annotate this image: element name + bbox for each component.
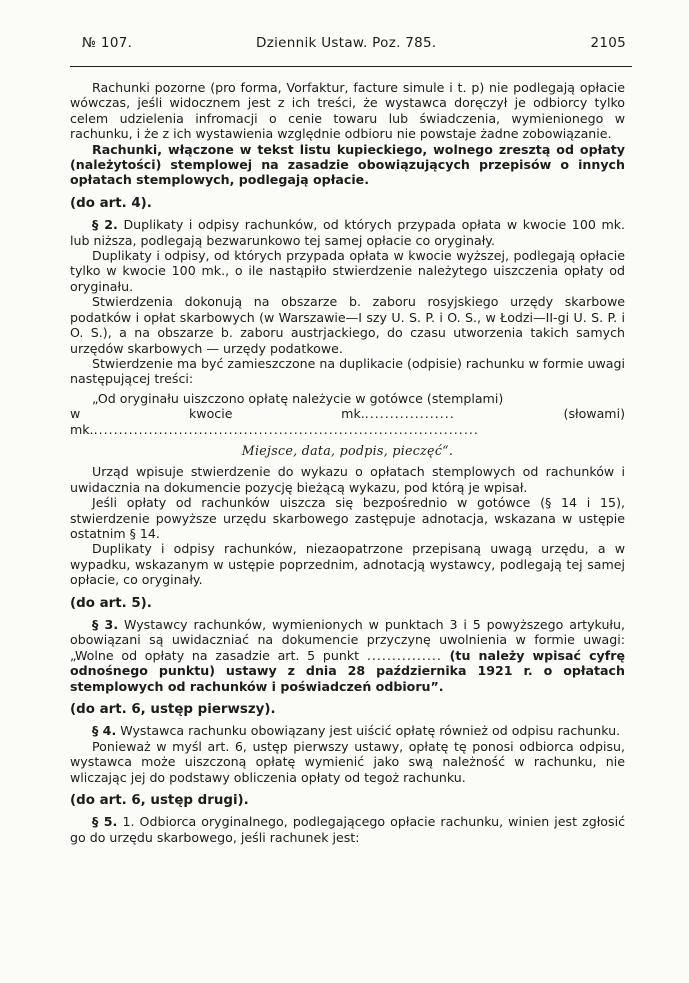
- paragraph-pro-forma: Rachunki pozorne (pro forma, Vorfaktur, facture simule i t. p) nie podlegają opłacie wówczas, jeśli widocznem jest z ich treści, że wystawca doręczył je odbiorcy tylko celem udzielenia infromacji o cenie towaru lub świadczenia, wymienionego w rachunku, i że z ich wystawienia względnie odbioru nie powstaje żadne zobowiązanie.: [70, 80, 625, 142]
- section-heading-art4: (do art. 4).: [70, 195, 152, 211]
- journal-title: Dziennik Ustaw. Poz. 785.: [256, 35, 437, 51]
- section-heading-art6-1: (do art. 6, ustęp pierwszy).: [70, 702, 276, 718]
- certification-quote-line-2: [70, 406, 625, 437]
- paragraph-unmarked-duplicates: Duplikaty i odpisy rachunków, niezaopatrzone przepisaną uwagą urzędu, a w wypadku, wskazanym w ustępie poprzednim, adnotacją wystawcy, podlegają tej samej opłacie, co oryginały.: [70, 541, 625, 588]
- paragraph-certification-form: Stwierdzenie ma być zamieszczone na duplikacie (odpisie) rachunku w formie uwagi następującej treści:: [70, 355, 625, 387]
- section-5-label: § 5.: [92, 814, 118, 830]
- paragraph-office-register: Urząd wpisuje stwierdzenie do wykazu o opłatach stemplowych od rachunków i uwidacznia na dokumencie pozycję bieżącą wykazu, pod którą je wpisał.: [70, 464, 625, 495]
- paragraph-copy-fee: Ponieważ w myśl art. 6, ustęp pierwszy ustawy, opłatę tę ponosi odbiorca odpisu, wystawca może uiszczoną opłatę wymienić jako swą należność w rachunku, nie wliczając jej do podstawy obliczenia opłaty od tegoż rachunku.: [70, 738, 625, 785]
- section-3-label: § 3.: [92, 617, 119, 632]
- paragraph-merchant-letter: Rachunki, włączone w tekst listu kupieckiego, wolnego zresztą od opłaty (należytości) stemplowej na zasadzie obowiązujących przepisów o innych opłatach stemplowych, podlegają opłacie.: [70, 141, 625, 188]
- point-blank: ...............: [366, 647, 442, 663]
- page-header: [70, 36, 625, 56]
- section-2-label: § 2.: [92, 217, 118, 233]
- section-heading-art5: (do art. 5).: [70, 595, 152, 611]
- paragraph-section-2: [70, 217, 625, 248]
- section-3-text: Wystawcy rachunków, wymienionych w punktach 3 i 5 powyższego artykułu, obowiązani są uwidaczniać na dokumencie przyczynę uwolnienia w formie uwagi: „Wolne od opłaty na zasadzie art. 5 punkt: [70, 617, 625, 663]
- signature-line: Miejsce, data, podpis, pieczęć“.: [241, 442, 454, 458]
- certification-quote-line-1: „Od oryginału uiszczono opłatę należycie w gotówce (stemplami): [92, 390, 504, 406]
- paragraph-section-3: [70, 617, 625, 694]
- paragraph-section-5: [70, 814, 625, 845]
- document-page: [70, 35, 626, 845]
- amount-label: w kwocie mk.: [70, 406, 365, 422]
- section-4-text: Wystawca rachunku obowiązany jest uiścić opłatę również od odpisu rachunku.: [120, 723, 621, 739]
- words-blank: .............................................................................: [93, 421, 479, 437]
- section-5-text: 1. Odbiorca oryginalnego, podlegającego opłacie rachunku, winien jest zgłosić go do urzędu skarbowego, jeśli rachunek jest:: [70, 814, 625, 845]
- paragraph-direct-payment: Jeśli opłaty od rachunków uiszcza się bezpośrednio w gotówce (§ 14 i 15), stwierdzenie powyższe urzędu skarbowego zastępuje adnotacja, wskazana w ustępie ostatnim § 14.: [70, 495, 625, 541]
- issue-number: № 107.: [82, 35, 133, 51]
- words-label: (słowami) mk.: [70, 406, 625, 437]
- section-heading-art6-2: (do art. 6, ustęp drugi).: [70, 793, 249, 809]
- page-number: 2105: [590, 35, 626, 51]
- section-3-note: (tu należy wpisać cyfrę odnośnego punktu) ustawy z dnia 28 października 1921 r. o opłatach stemplowych od rachunków i poświadczeń odbioru”.: [70, 647, 625, 694]
- header-rule: [70, 66, 632, 67]
- amount-blank: ..................: [364, 406, 455, 422]
- section-2-text: Duplikaty i odpisy rachunków, od których przypada opłata w kwocie 100 mk. lub niższa, podlegają bezwarunkowo tej samej opłacie co oryginały.: [70, 217, 626, 248]
- paragraph-duplicates-higher: Duplikaty i odpisy, od których przypada opłata w kwocie wyższej, podlegają opłacie tylko w kwocie 100 mk., o ile nastąpiło stwierdzenie należytego uiszczenia opłaty od oryginału.: [70, 248, 625, 294]
- document-body: [70, 80, 625, 845]
- paragraph-section-4: [70, 723, 625, 738]
- section-4-label: § 4.: [92, 723, 117, 739]
- paragraph-certification-offices: Stwierdzenia dokonują na obszarze b. zaboru rosyjskiego urzędy skarbowe podatków i opłat skarbowych (w Warszawie—I szy U. S. P. i O. S., w Łodzi—II-gi U. S. P. i O. S.), a na obszarze b. zaboru austrjackiego, do czasu utworzenia takich samych urzędów skarbowych — urzędy podatkowe.: [70, 294, 625, 356]
